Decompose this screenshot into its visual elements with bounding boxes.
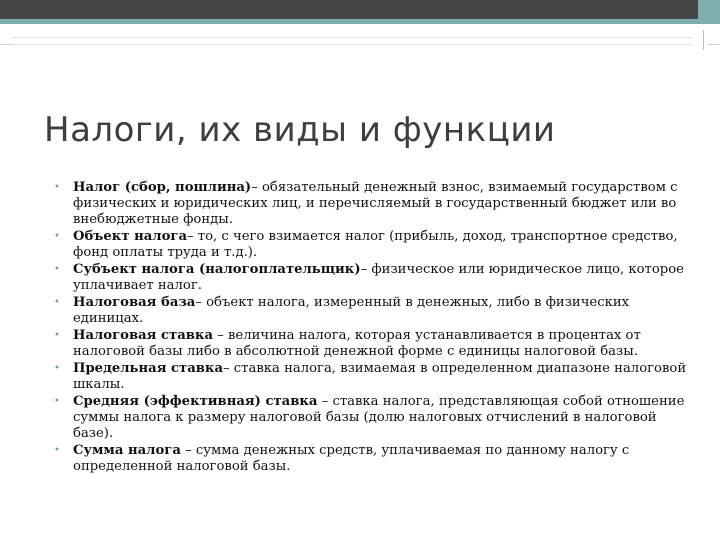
- bullet-term: Предельная ставка: [73, 361, 224, 376]
- bullet-icon: •: [54, 264, 60, 275]
- bullet-item: [50, 443, 690, 475]
- bullet-text: – ставка налога, представляющая собой отношение суммы налога к размеру налоговой базы (долю налоговых отчислений в налоговой базе).: [73, 394, 685, 441]
- bullet-icon: •: [54, 445, 60, 456]
- header-accent-line: [0, 19, 720, 24]
- decorative-divider: [703, 30, 704, 50]
- bullet-icon: •: [54, 231, 60, 242]
- decorative-tick-right: [708, 44, 720, 45]
- bullet-term: Субъект налога (налогоплательщик): [73, 262, 361, 277]
- slide-title: Налоги, их виды и функции: [44, 110, 556, 150]
- bullet-term: Налоговая ставка: [73, 328, 213, 343]
- bullet-term: Налог (сбор, пошлина): [73, 180, 252, 195]
- bullet-item: [50, 262, 690, 294]
- bullet-icon: •: [54, 297, 60, 308]
- bullet-text: – величина налога, которая устанавливается в процентах от налоговой базы либо в абсолютной денежной форме с единицы налоговой базы.: [73, 328, 641, 359]
- bullet-term: Сумма налога: [73, 443, 181, 458]
- bullet-text: – ставка налога, взимаемая в определенном диапазоне налоговой шкалы.: [73, 361, 687, 392]
- bullet-text: – сумма денежных средств, уплачиваемая по данному налогу с определенной налоговой базы.: [73, 443, 630, 474]
- bullet-icon: •: [54, 182, 60, 193]
- header-accent-corner: [698, 0, 720, 19]
- bullet-text: – обязательный денежный взнос, взимаемый государством с физических и юридических лиц, и перечисляемый в государственный бюджет или во внебюджетные фонды.: [73, 180, 678, 227]
- bullet-term: Средняя (эффективная) ставка: [73, 394, 318, 409]
- bullet-item: [50, 295, 690, 327]
- bullet-icon: •: [54, 363, 60, 374]
- bullet-text: – объект налога, измеренный в денежных, либо в физических единицах.: [73, 295, 630, 326]
- bullet-icon: •: [54, 330, 60, 341]
- bullet-term: Налоговая база: [73, 295, 196, 310]
- header-dark-bar: [0, 0, 698, 19]
- decorative-rule-bottom: [12, 44, 692, 45]
- bullet-text: – физическое или юридическое лицо, которое уплачивает налог.: [73, 262, 684, 293]
- decorative-tick-left: [0, 44, 12, 45]
- bullet-item: [50, 229, 690, 261]
- bullet-list: [50, 180, 690, 476]
- bullet-item: [50, 328, 690, 360]
- bullet-text: – то, с чего взимается налог (прибыль, доход, транспортное средство, фонд оплаты труда и т.д.).: [73, 229, 678, 260]
- bullet-icon: •: [54, 396, 60, 407]
- bullet-item: [50, 394, 690, 442]
- bullet-item: [50, 180, 690, 228]
- bullet-term: Объект налога: [73, 229, 187, 244]
- decorative-rule-top: [12, 37, 692, 38]
- bullet-item: [50, 361, 690, 393]
